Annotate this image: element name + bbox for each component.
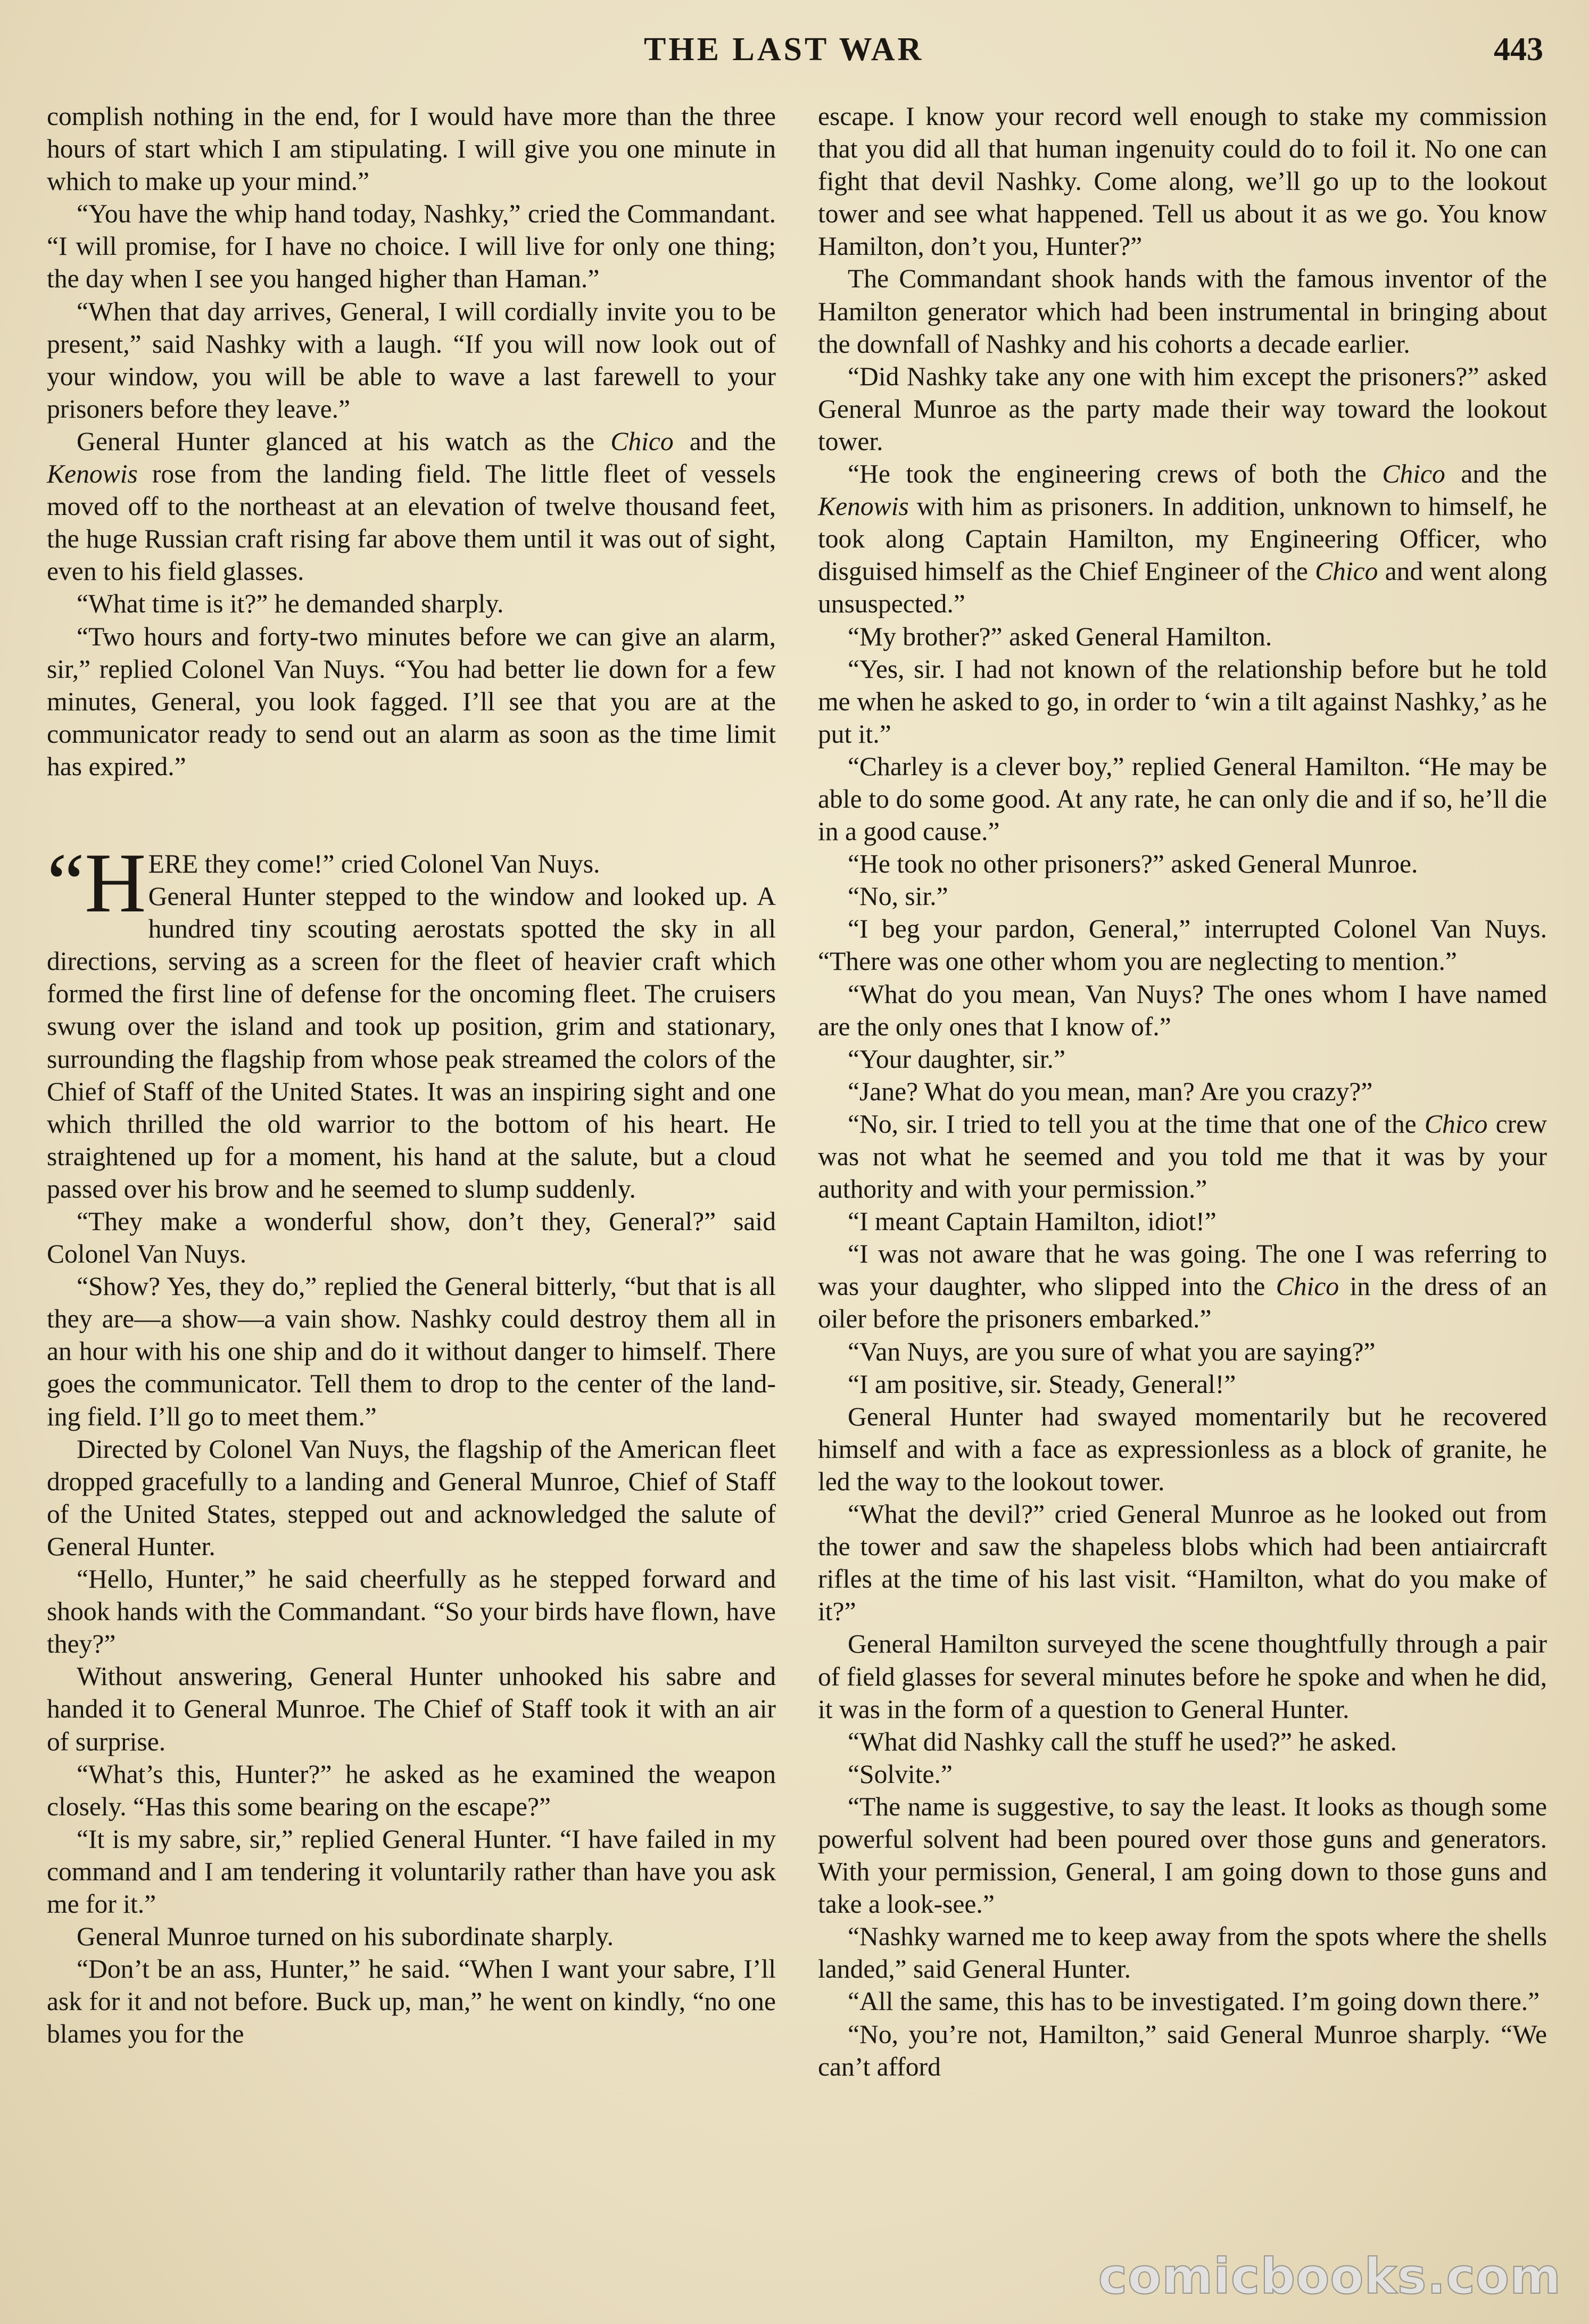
text-run: rose from the landing field. The little fleet of vessels moved off to the northeast at an elevation of twelve thousand feet, the huge Russian craft rising far above them until it was out of sight, even to his field glasses.	[47, 459, 776, 586]
paragraph: “When that day arrives, General, I will cordially invite you to be present,” said Nashky with a laugh. “If you will now look out of your window, you will be able to wave a last farewell to your prisoners before they leave.”	[47, 296, 776, 424]
text-run: in the dress of an oiler before the prisoners embarked.”	[818, 1272, 1547, 1334]
right-column	[818, 100, 1547, 2083]
paragraph: “Show? Yes, they do,” replied the General bitterly, “but that is all they are—a show—a vain show. Nashky could destroy them all in an hour with his one ship and do it without danger to himself. There goes the communicator. Tell them to drop to the center of the landing field. I’ll go to meet them.”	[47, 1272, 776, 1431]
paragraph: “What do you mean, Van Nuys? The ones whom I have named are the only ones that I know of.”	[818, 979, 1547, 1041]
text-run: “No, sir. I tried to tell you at the time that one of the	[848, 1109, 1425, 1139]
ship-name: Chico	[1424, 1109, 1488, 1139]
ship-name: Chico	[1382, 459, 1445, 489]
text-run: and the	[673, 426, 776, 456]
drop-cap	[47, 835, 146, 930]
paragraph: “Nashky warned me to keep away from the spots where the shells landed,” said General Hunter.	[818, 1922, 1547, 1984]
left-column	[47, 100, 776, 2050]
paragraph: General Hunter had swayed momentarily but he recovered himself and with a face as expressionless as a block of granite, he led the way to the lookout tower.	[818, 1401, 1547, 1496]
paragraph: Without answering, General Hunter unhooked his sabre and handed it to General Munroe. The Chief of Staff took it with an air of surprise.	[47, 1662, 776, 1756]
paragraph: “No, sir.”	[848, 882, 948, 911]
text-run: General Hunter glanced at his watch as the	[77, 426, 611, 456]
text-run: General Hunter stepped to the window and looked up. A hundred tiny scouting aerostats spotted the sky in all directions, serving as a screen for the fleet of heavier craft which formed the first line of defense for the oncoming fleet. The cruisers swung over the island and took up position, grim and stationary, surrounding the flagship from whose peak streamed the colors of the Chief of Staff of the United States. It was an inspiring sight and one which thrilled the old warrior to the bottom of his heart. He straightened up for a moment, his hand at the salute, but a cloud passed over his brow and he seemed to slump suddenly.	[47, 882, 776, 1204]
drop-cap-letter: H	[85, 835, 146, 930]
paragraph	[47, 425, 776, 587]
paragraph: “Your daughter, sir.”	[848, 1044, 1065, 1074]
drop-cap-quote: “	[47, 835, 85, 930]
paragraph: “My brother?” asked General Hamilton.	[848, 621, 1272, 651]
site-watermark: comicbooks.com	[1098, 2248, 1561, 2305]
running-head: THE LAST WAR	[644, 31, 924, 68]
paragraph: General Munroe turned on his subordinate sharply.	[77, 1922, 614, 1952]
text-run: “I was not aware that he was going. The one I was referring to was your daughter, who slipped into the	[818, 1239, 1547, 1301]
ship-name: Kenowis	[818, 492, 909, 521]
ship-name: Chico	[1315, 557, 1378, 586]
paragraph: General Hamilton surveyed the scene thoughtfully through a pair of field glasses for several minutes before he spoke and when he did, it was in the form of a question to General Hunter.	[818, 1629, 1547, 1724]
paragraph: “Two hours and forty-two minutes before we can give an alarm, sir,” replied Colonel Van Nuys. “You had better lie down for a few minutes, General, you look fagged. I’ll see that you are at the communicator ready to send out an alarm as soon as the time limit has expired.”	[47, 621, 776, 781]
paragraph: “No, you’re not, Hamilton,” said General Munroe sharply. “We can’t afford	[818, 2019, 1547, 2081]
paragraph: “Don’t be an ass, Hunter,” he said. “When I want your sabre, I’ll ask for it and not before. Buck up, man,” he went on kindly, “no one blames you for the	[47, 1954, 776, 2049]
page-number: 443	[1494, 31, 1543, 68]
text-run: crew was not what he seemed and you told me that it was by your authority and with your permission.”	[818, 1109, 1547, 1204]
paragraph: complish nothing in the end, for I would have more than the three hours of start which I am stipulating. I will give you one minute in which to make up your mind.”	[47, 102, 776, 196]
text-run: ERE they come!” cried Colonel Van Nuys.	[148, 849, 600, 878]
paragraph: “Hello, Hunter,” he said cheerfully as he stepped forward and shook hands with the Commandant. “So your birds have flown, have they?”	[47, 1564, 776, 1659]
paragraph: “It is my sabre, sir,” replied General Hunter. “I have failed in my command and I am tendering it voluntarily rather than have you ask me for it.”	[47, 1824, 776, 1919]
paragraph	[818, 1238, 1547, 1335]
paragraph: “I meant Captain Hamilton, idiot!”	[848, 1207, 1216, 1236]
section-break	[47, 783, 776, 848]
paragraph: “I am positive, sir. Steady, General!”	[848, 1369, 1236, 1399]
ship-name: Kenowis	[47, 459, 138, 489]
paragraph: “What time is it?” he demanded sharply.	[77, 589, 504, 619]
paragraph: The Commandant shook hands with the famous inventor of the Hamilton generator which had been instrumental in bringing about the downfall of Nashky and his cohorts a decade earlier.	[818, 264, 1547, 359]
paragraph: “Solvite.”	[848, 1759, 953, 1789]
text-run: with him as prisoners. In addition, unknown to himself, he took along Captain Hamilton, my Engineering Officer, who disguised himself as the Chief Engineer of the	[818, 492, 1547, 586]
paragraph: “I beg your pardon, General,” interrupted Colonel Van Nuys. “There was one other whom you are neglecting to mention.”	[818, 914, 1547, 976]
paragraph: “What’s this, Hunter?” he asked as he examined the weapon closely. “Has this some bearing on the escape?”	[47, 1759, 776, 1821]
ship-name: Chico	[1276, 1272, 1339, 1301]
paragraph: escape. I know your record well enough to stake my commission that you did all that human ingenuity could do to foil it. No one can fight that devil Nashky. Come along, we’ll go up to the lookout tower and see what happened. Tell us about it as we go. You know Hamilton, don’t you, Hunter?”	[818, 102, 1547, 261]
paragraph: “Yes, sir. I had not known of the relationship before but he told me when he asked to go, in order to ‘win a tilt against Nashky,’ as he put it.”	[818, 654, 1547, 749]
paragraph: “You have the whip hand today, Nashky,” cried the Commandant. “I will promise, for I have no choice. I will live for only one thing; the day when I see you hanged higher than Haman.”	[47, 199, 776, 294]
paragraph: “Did Nashky take any one with him except the prisoners?” asked General Munroe as the party made their way toward the lookout tower.	[818, 361, 1547, 456]
paragraph: “What the devil?” cried General Munroe as he looked out from the tower and saw the shapeless blobs which had been antiaircraft rifles at the time of his last visit. “Hamilton, what do you make of it?”	[818, 1499, 1547, 1626]
section-opening-paragraph	[47, 835, 776, 1205]
paragraph: “Jane? What do you mean, man? Are you crazy?”	[848, 1076, 1373, 1106]
paragraph: “They make a wonderful show, don’t they, General?” said Colonel Van Nuys.	[47, 1207, 776, 1269]
paragraph: “The name is suggestive, to say the least. It looks as though some powerful solvent had been poured over those guns and generators. With your permission, General, I am going down to those guns and take a look-see.”	[818, 1791, 1547, 1919]
paragraph: “What did Nashky call the stuff he used?” he asked.	[848, 1727, 1397, 1756]
text-run: and went along unsuspected.”	[818, 557, 1547, 619]
paragraph: Directed by Colonel Van Nuys, the flagship of the American fleet dropped gracefully to a landing and General Munroe, Chief of Staff of the United States, stepped out and acknowledged the salute of General Hunter.	[47, 1434, 776, 1561]
paragraph: “Van Nuys, are you sure of what you are saying?”	[848, 1337, 1376, 1366]
text-run: “He took the engineering crews of both the	[848, 459, 1383, 489]
paragraph: “All the same, this has to be investigated. I’m going down there.”	[848, 1987, 1540, 2016]
paragraph	[818, 458, 1547, 620]
paragraph: “Charley is a clever boy,” replied General Hamilton. “He may be able to do some good. At any rate, he can only die and if so, he’ll die in a good cause.”	[818, 751, 1547, 846]
paragraph	[818, 1108, 1547, 1205]
ship-name: Chico	[610, 426, 674, 456]
paragraph: “He took no other prisoners?” asked General Munroe.	[848, 849, 1418, 879]
text-run: and the	[1445, 459, 1547, 489]
